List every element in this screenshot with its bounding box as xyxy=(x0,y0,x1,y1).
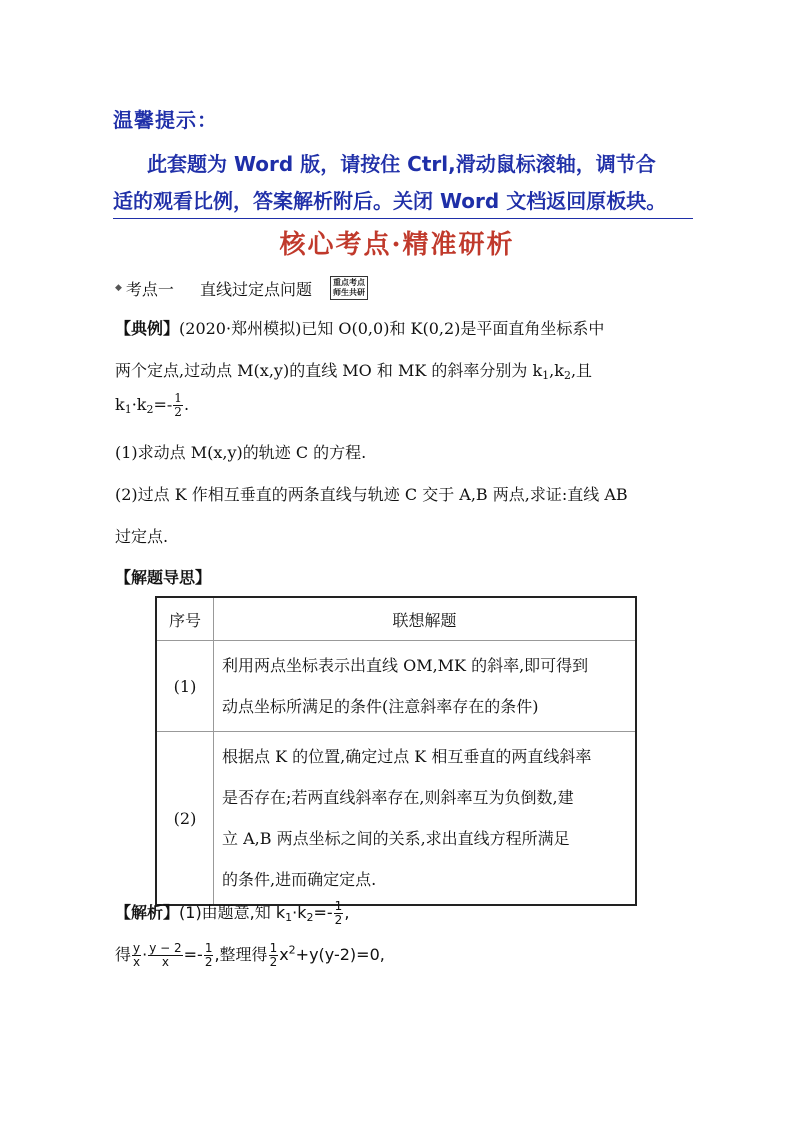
text: =- xyxy=(183,945,203,964)
superscript: 2 xyxy=(288,943,296,957)
row-num: (1) xyxy=(156,641,214,732)
fraction xyxy=(173,392,183,419)
text: ,整理得 xyxy=(214,945,268,964)
subscript: 1 xyxy=(285,911,293,924)
row-line: 立 A,B 两点坐标之间的关系,求出直线方程所满足 xyxy=(222,829,570,848)
solution-line-2 xyxy=(115,942,385,969)
tip-body xyxy=(113,144,693,219)
subscript: 2 xyxy=(306,911,314,924)
key-point-badge xyxy=(330,276,368,300)
subscript: 2 xyxy=(563,369,571,382)
row-line: 的条件,进而确定定点. xyxy=(222,870,377,889)
guide-tag: 【解题导思】 xyxy=(115,568,212,587)
badge-line-2: 师生共研 xyxy=(332,288,365,297)
example-line-2 xyxy=(115,358,592,382)
tip-line-2: 适的观看比例，答案解析附后。关闭 Word 文档返回原板块。 xyxy=(113,184,693,219)
text: ·k xyxy=(131,395,147,414)
subscript: 1 xyxy=(124,403,132,416)
denominator: 2 xyxy=(174,405,182,419)
example-tag: 【典例】 xyxy=(115,319,180,338)
section-title: 核心考点·精准研析 xyxy=(279,230,515,260)
example-line-1 xyxy=(115,316,604,339)
badge-line-1: 重点考点 xyxy=(332,278,365,287)
text: . xyxy=(183,395,190,414)
denominator: x xyxy=(133,955,141,969)
fraction xyxy=(132,942,141,969)
row-num: (2) xyxy=(156,732,214,906)
row-content xyxy=(214,732,637,906)
row-line: 是否存在;若两直线斜率存在,则斜率互为负倒数,建 xyxy=(222,788,574,807)
text: ,k xyxy=(549,361,564,380)
diamond-bullet-icon: ◆ xyxy=(115,283,122,293)
text: ·k xyxy=(292,903,307,922)
header-num: 序号 xyxy=(156,597,214,641)
question-1: (1)求动点 M(x,y)的轨迹 C 的方程. xyxy=(115,443,367,462)
tip-title: 温馨提示： xyxy=(113,108,218,132)
numerator: 1 xyxy=(269,941,278,955)
guide-table xyxy=(155,596,637,906)
numerator: 1 xyxy=(174,391,182,405)
table-row xyxy=(156,641,636,732)
solution-tag: 【解析】 xyxy=(115,903,180,922)
table-header-row xyxy=(156,597,636,641)
question-2-line-1: (2)过点 K 作相互垂直的两条直线与轨迹 C 交于 A,B 两点,求证:直线 AB xyxy=(115,485,628,504)
text: =- xyxy=(313,903,333,922)
subscript: 1 xyxy=(542,369,550,382)
row-line: 根据点 K 的位置,确定过点 K 相互垂直的两直线斜率 xyxy=(222,747,592,766)
example-text-1: (2020·郑州模拟)已知 O(0,0)和 K(0,2)是平面直角坐标系中 xyxy=(179,319,605,338)
fraction xyxy=(204,942,214,969)
text: k xyxy=(115,395,125,414)
text: 得 xyxy=(115,945,132,964)
row-line: 利用两点坐标表示出直线 OM,MK 的斜率,即可得到 xyxy=(222,656,589,675)
text: · xyxy=(142,945,148,964)
denominator: x xyxy=(161,955,169,969)
kaodian-heading xyxy=(115,276,368,300)
text: x xyxy=(279,945,289,964)
numerator: y − 2 xyxy=(149,941,182,955)
text: , xyxy=(344,903,350,922)
question-2-line-2: 过定点. xyxy=(115,527,169,546)
text: (1)由题意,知 k xyxy=(179,903,286,922)
tip-line-1: 此套题为 Word 版，请按住 Ctrl,滑动鼠标滚轴，调节合 xyxy=(147,152,656,176)
fraction xyxy=(148,942,182,969)
denominator: 2 xyxy=(204,955,213,969)
subscript: 2 xyxy=(146,403,154,416)
denominator: 2 xyxy=(269,955,278,969)
numerator: 1 xyxy=(334,899,343,913)
numerator: y xyxy=(133,941,141,955)
fraction xyxy=(334,900,344,927)
text: +y(y-2)=0, xyxy=(295,945,385,964)
text: =- xyxy=(153,395,173,414)
denominator: 2 xyxy=(334,913,343,927)
numerator: 1 xyxy=(204,941,213,955)
table-row xyxy=(156,732,636,906)
text: 两个定点,过动点 M(x,y)的直线 MO 和 MK 的斜率分别为 k xyxy=(115,361,543,380)
row-line: 动点坐标所满足的条件(注意斜率存在的条件) xyxy=(222,697,539,716)
solution-line-1 xyxy=(115,900,349,927)
kaodian-label: 考点一 xyxy=(125,279,174,299)
kaodian-title: 直线过定点问题 xyxy=(199,279,312,299)
row-content xyxy=(214,641,637,732)
example-line-3 xyxy=(115,392,189,419)
header-content: 联想解题 xyxy=(214,597,637,641)
text: ,且 xyxy=(570,361,593,380)
fraction xyxy=(269,942,279,969)
